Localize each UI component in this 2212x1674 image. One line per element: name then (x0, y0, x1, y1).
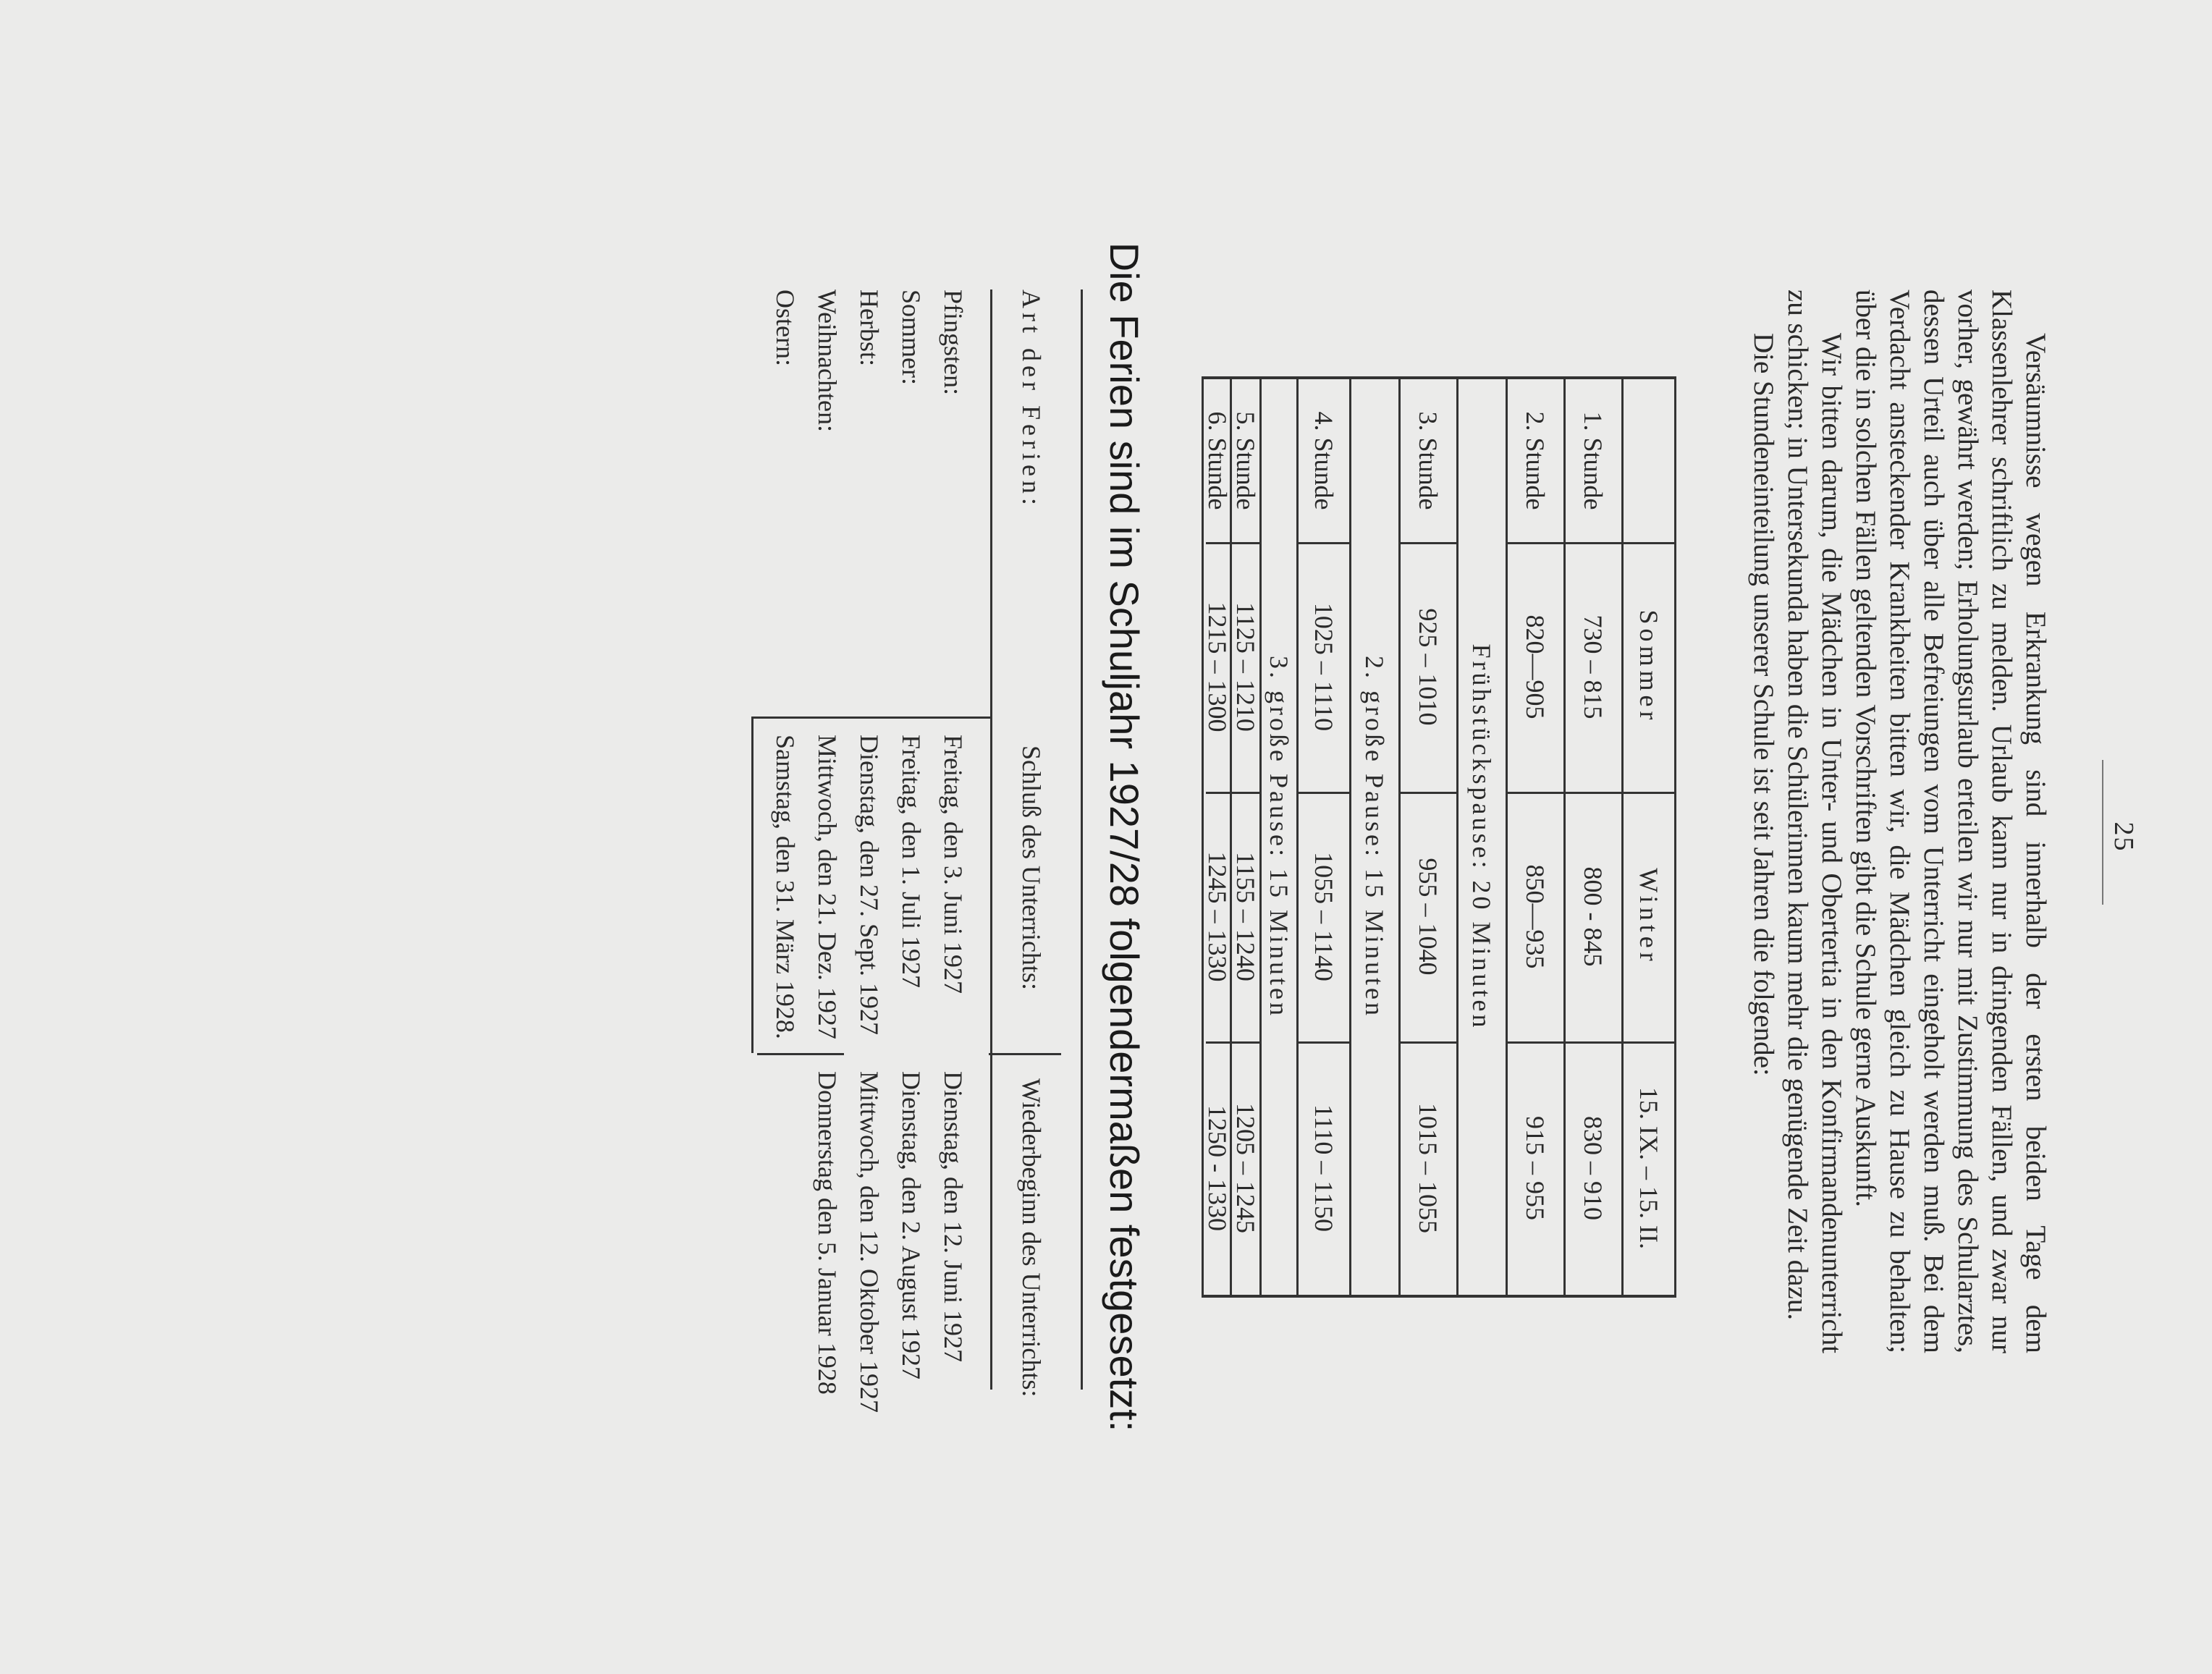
holiday-end-date: Freitag, den 1. Juli 1927 (897, 735, 926, 988)
special-time: 1015 – 1055 (1414, 1103, 1443, 1233)
holidays-column-rule (757, 1053, 844, 1055)
intro-text (1747, 289, 2053, 1353)
sommer-time: 820—905 (1521, 614, 1550, 719)
table-row (1299, 379, 1349, 1295)
holiday-restart-date: Donnerstag den 5. Januar 1928 (813, 1071, 842, 1395)
timetable-rule (1563, 379, 1566, 1295)
winter-time: 1155 – 1240 (1231, 852, 1260, 981)
holidays-bottom-rule (751, 716, 753, 1053)
breakfast-pause: Frühstückspause: 20 Minuten (1467, 643, 1497, 1031)
winter-time: 800 - 845 (1579, 866, 1608, 967)
timetable-header-sommer: Sommer (1634, 609, 1663, 724)
holiday-type: Pfingsten: (939, 289, 968, 396)
holiday-restart-date: Mittwoch, den 12. Oktober 1927 (855, 1071, 884, 1413)
row-label: 2. Stunde (1521, 411, 1550, 510)
timetable-rule (1621, 379, 1624, 1295)
timetable-column-rule (1206, 1041, 1262, 1044)
table-row (1401, 379, 1456, 1295)
timetable-column-rule (1401, 1041, 1459, 1044)
timetable (1202, 376, 1676, 1298)
intro-paragraph-2: Wir bitten darum, die Mädchen in Unter- und Obertertia in den Konfirmandenunterricht zu schicken; in Untersekunda haben die Schülerinnen kaum mehr die genügende Zeit dazu. (1782, 289, 1847, 1353)
sommer-time: 1215 – 1300 (1203, 601, 1233, 732)
second-big-pause: 2. große Pause: 15 Minuten (1360, 656, 1390, 1018)
timetable-rule (1349, 379, 1351, 1295)
special-time: 1205 – 1245 (1231, 1103, 1260, 1233)
holidays-column-rule (753, 716, 992, 719)
timetable-header-special: 15. IX. – 15. II. (1634, 1087, 1663, 1249)
sommer-time: 730 – 815 (1579, 614, 1608, 719)
timetable-column-rule (1508, 1041, 1674, 1044)
holiday-type: Weihnachten: (813, 289, 842, 433)
holiday-restart-date: Dienstag, den 12. Juni 1927 (939, 1071, 968, 1362)
holidays-title: Die Ferien sind im Schuljahr 1927/28 folgendermaßen festgesetzt: (1102, 242, 1147, 1432)
timetable-column-rule (1206, 542, 1262, 544)
holidays-table (743, 289, 1061, 1413)
timetable-column-rule (1299, 542, 1351, 544)
sommer-time: 1125 – 1210 (1231, 602, 1260, 732)
timetable-header-row (1624, 379, 1674, 1295)
sommer-time: 925 – 1010 (1414, 608, 1443, 726)
holiday-type: Herbst: (855, 289, 884, 366)
timetable-column-rule (1508, 792, 1674, 794)
special-time: 1250 - 1330 (1203, 1105, 1233, 1231)
timetable-header-winter: Winter (1634, 868, 1663, 965)
timetable-column-rule (1401, 792, 1459, 794)
intro-paragraph-1: Versäumnisse wegen Erkrankung sind innerhalb der ersten beiden Tage dem Klassenlehrer schriftlich zu melden. Urlaub kann nur in dringenden Fällen, und zwar nur vorher, gewährt werden; Erholungsurlaub erteilen wir nur mit Zustimmung des Schularztes, dessen Urteil auch über alle Befreiungen vom Unterricht eingeholt werden muß. Bei dem Verdacht ansteckender Krankheiten bitten wir, die Mädchen gleich zu Hause zu behalten; über die in solchen Fällen geltenden Vorschriften gibt die Schule gerne Auskunft. (1850, 289, 2051, 1353)
holiday-end-date: Samstag, den 31. März 1928. (771, 735, 800, 1039)
table-row (1203, 379, 1233, 1295)
timetable-rule (1456, 379, 1459, 1295)
special-time: 915 – 955 (1521, 1116, 1550, 1220)
row-label: 6. Stunde (1203, 411, 1233, 510)
holidays-top-rule (1081, 289, 1083, 1390)
timetable-column-rule (1299, 792, 1351, 794)
holiday-restart-date: Dienstag, den 2. August 1927 (897, 1071, 926, 1379)
holiday-type: Sommer: (897, 289, 926, 385)
holidays-header-beginn: Wiederbeginn des Unterrichts: (1017, 1078, 1046, 1398)
special-time: 1110 – 1150 (1309, 1104, 1338, 1232)
holidays-header-art: Art der Ferien: (1017, 289, 1046, 510)
winter-time: 850—935 (1521, 864, 1550, 969)
row-label: 5. Stunde (1231, 411, 1260, 510)
timetable-column-rule (1401, 542, 1459, 544)
timetable-column-rule (1508, 542, 1674, 544)
timetable-column-rule (1299, 1041, 1351, 1044)
holidays-column-rule (989, 1053, 1061, 1055)
timetable-header-empty (1624, 379, 1674, 542)
holiday-type: Ostern: (771, 289, 800, 366)
row-label: 3. Stunde (1414, 411, 1443, 510)
page-number-rule (2102, 760, 2103, 905)
holiday-end-date: Mittwoch, den 21. Dez. 1927 (813, 735, 842, 1039)
holidays-header-schluss: Schluß des Unterrichts: (1017, 745, 1046, 990)
winter-time: 1245 – 1330 (1203, 851, 1233, 982)
timetable-rule (1398, 379, 1401, 1295)
third-big-pause: 3. große Pause: 15 Minuten (1265, 656, 1293, 1018)
timetable-column-rule (1206, 792, 1262, 794)
holiday-end-date: Dienstag, den 27. Sept. 1927 (855, 735, 884, 1035)
table-row (1232, 379, 1259, 1295)
intro-paragraph-3: Die Stundeneinteilung unserer Schule ist seit Jahren die folgende: (1748, 333, 1779, 1076)
holidays-header-rule (990, 289, 992, 1390)
table-row (1566, 379, 1621, 1295)
timetable-rule (1506, 379, 1508, 1295)
page-number: 25 (2108, 821, 2139, 853)
sommer-time: 1025 – 1110 (1309, 602, 1338, 732)
row-label: 4. Stunde (1309, 411, 1338, 510)
holiday-end-date: Freitag, den 3. Juni 1927 (939, 735, 968, 994)
special-time: 830 – 910 (1579, 1116, 1608, 1220)
winter-time: 955 – 1040 (1414, 858, 1443, 976)
winter-time: 1055 – 1140 (1309, 852, 1338, 981)
row-label: 1. Stunde (1579, 411, 1608, 510)
timetable-rule (1296, 379, 1299, 1295)
table-row (1508, 379, 1563, 1295)
